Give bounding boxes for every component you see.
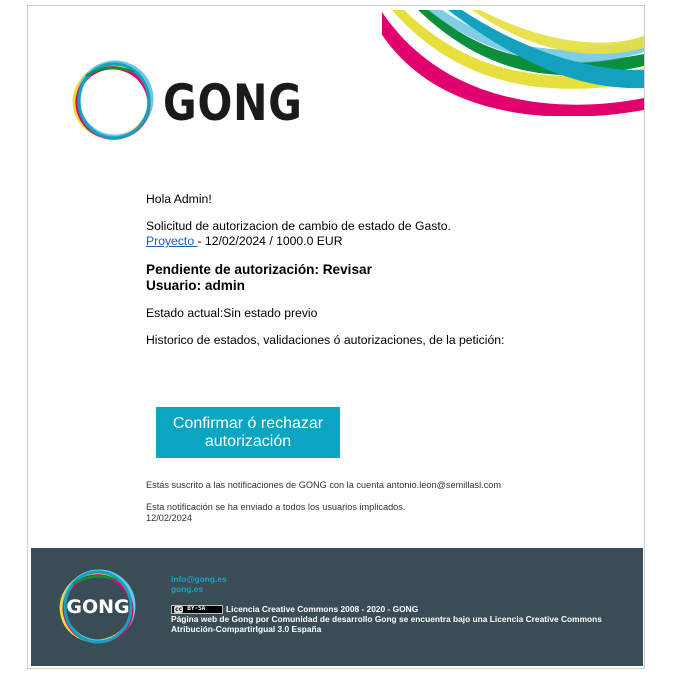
- cc-by-sa-badge-icon[interactable]: cc BY-SA: [171, 605, 223, 614]
- greeting: Hola Admin!: [146, 192, 212, 206]
- footer-website-link[interactable]: gong.es: [171, 584, 204, 594]
- subscription-note: Estás suscrito a las notificaciones de GONG con la cuenta antonio.leon@semillasl.com: [146, 480, 502, 490]
- license-text: Página web de Gong por Comunidad de desarrollo Gong se encuentra bajo una Licencia Creative Commons Atribución-CompartirIgual 3.0 España: [171, 614, 602, 634]
- footer-gong-logo[interactable]: [57, 566, 139, 648]
- gong-logo[interactable]: [68, 56, 303, 146]
- notification-date: 12/02/2024: [146, 513, 192, 523]
- email-body: [146, 192, 626, 348]
- user-line: Usuario: admin: [146, 278, 245, 293]
- gong-wordmark: GONG: [163, 74, 303, 132]
- project-line: [146, 234, 626, 249]
- pending-status: Pendiente de autorización: Revisar Usuario: admin: [146, 262, 372, 293]
- project-link[interactable]: Proyecto: [146, 234, 198, 248]
- email-container: [27, 5, 645, 669]
- gong-rings-icon: [68, 56, 158, 146]
- footer-info: [171, 574, 641, 634]
- footer-email-link[interactable]: info@gong.es: [171, 574, 227, 584]
- project-date: - 12/02/2024: [197, 234, 266, 248]
- sent-to-all-note: Esta notificación se ha enviado a todos los usuarios implicados.: [146, 502, 406, 512]
- current-state: Estado actual:Sin estado previo: [146, 306, 318, 320]
- email-header: [28, 6, 644, 166]
- history-label: Historico de estados, validaciones ó autorizaciones, de la petición:: [146, 333, 505, 347]
- confirm-or-reject-button[interactable]: Confirmar ó rechazar autorización: [156, 407, 340, 458]
- decorative-swoosh-icon: [382, 6, 644, 116]
- project-amount: / 1000.0 EUR: [265, 234, 343, 248]
- email-footer: [31, 548, 643, 666]
- license-title: Licencia Creative Commons 2008 - 2020 - GONG: [226, 604, 419, 614]
- request-description: Solicitud de autorizacion de cambio de estado de Gasto.: [146, 219, 451, 233]
- license-row: [171, 604, 641, 614]
- footer-wordmark: GONG: [66, 596, 130, 618]
